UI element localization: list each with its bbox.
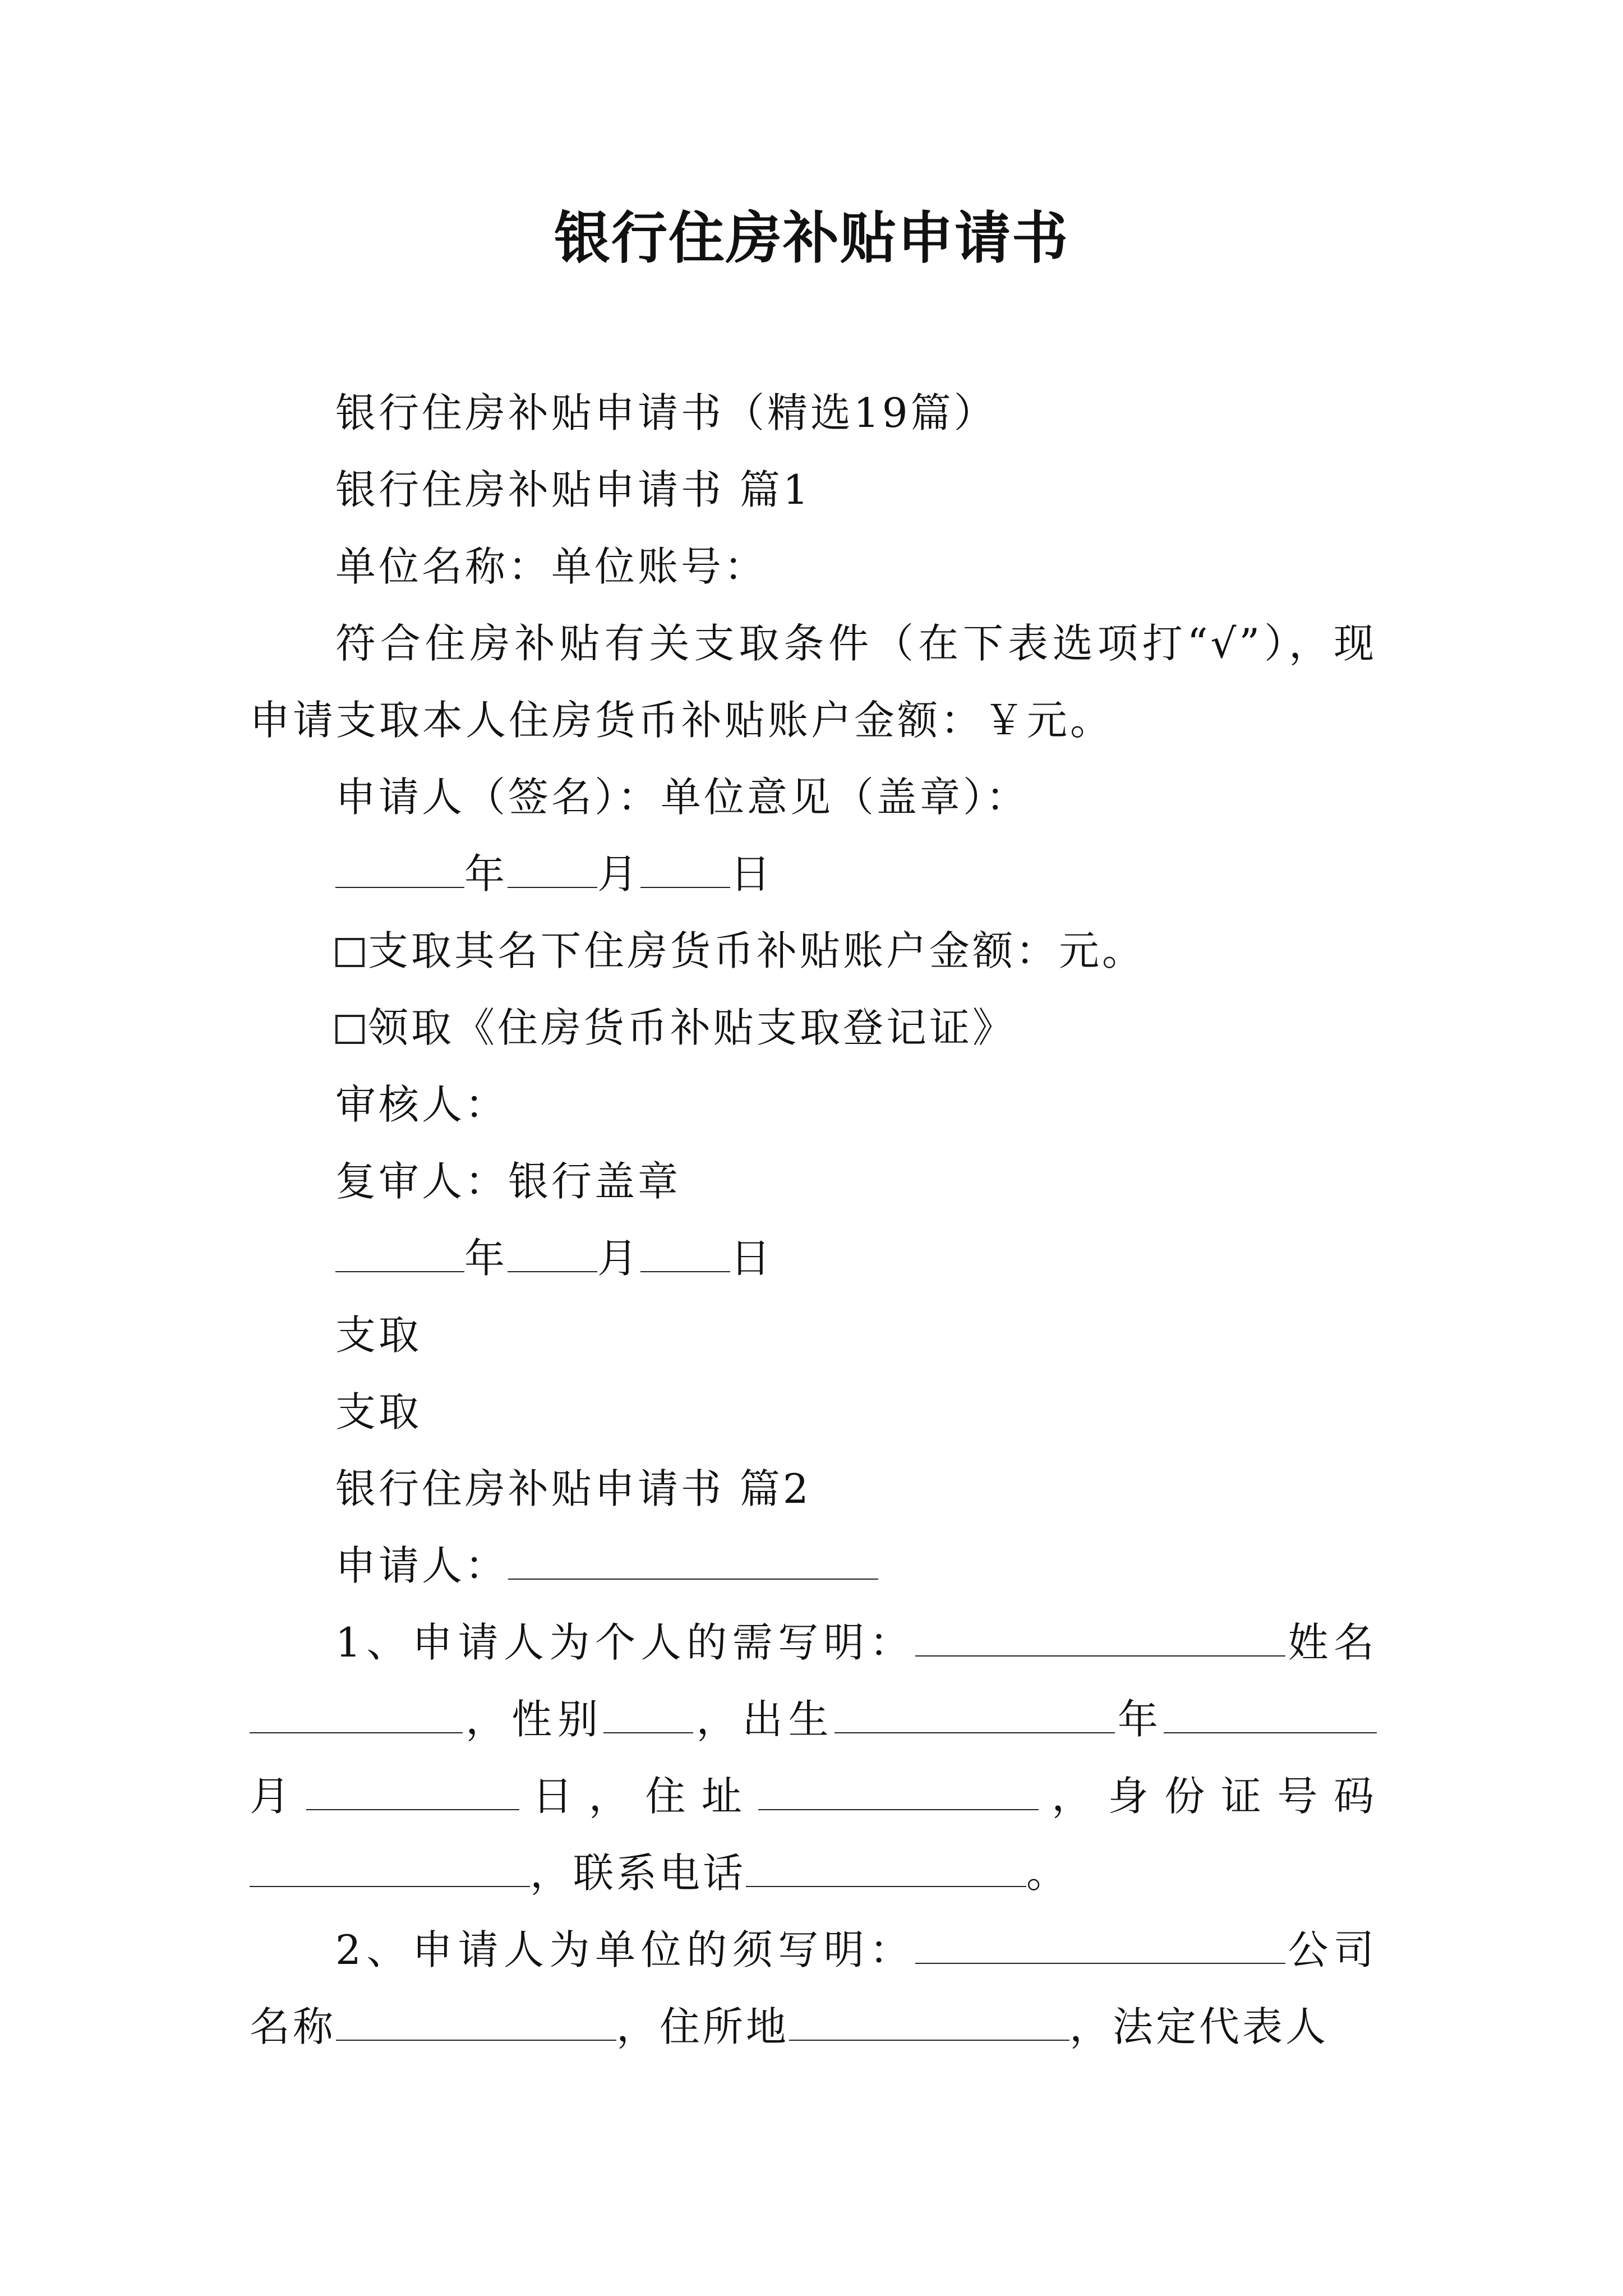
paragraph-unit: 单位名称：单位账号：	[335, 543, 768, 590]
gender-blank[interactable]	[603, 1699, 693, 1733]
paragraph-rereviewer: 复审人：银行盖章	[335, 1158, 681, 1205]
checkbox-icon[interactable]	[335, 938, 365, 967]
day-blank[interactable]	[640, 853, 730, 888]
document-body	[250, 375, 1377, 2065]
applicant-line: 申请人：	[250, 1527, 1377, 1604]
paragraph-withdraw-2: 支取	[335, 1388, 422, 1435]
year-blank[interactable]	[335, 1237, 464, 1272]
company-address-blank[interactable]	[789, 2006, 1069, 2041]
birth-year-blank[interactable]	[1164, 1699, 1377, 1733]
date-line-1: 年 月 日	[250, 836, 1377, 913]
document-title: 银行住房补贴申请书	[554, 205, 1069, 271]
checkbox-icon[interactable]	[335, 1015, 365, 1044]
paragraph-signature: 申请人（签名）：单位意见（盖章）：	[335, 774, 1030, 821]
day-blank[interactable]	[640, 1237, 730, 1272]
paragraph-individual: 1、申请人为个人的需写明： 姓名，性别 ，出生 年月 日，住址 ，身份证号码，联系电话 。	[250, 1619, 1377, 1897]
company-name-blank[interactable]	[336, 2006, 616, 2041]
month-blank[interactable]	[508, 1237, 597, 1272]
address-blank[interactable]	[758, 1775, 1039, 1810]
paragraph-condition: 符合住房补贴有关支取条件（在下表选项打“√”），现申请支取本人住房货币补贴账户金额：￥元。	[250, 620, 1377, 744]
birth-blank[interactable]	[834, 1699, 1115, 1733]
individual-blank[interactable]	[915, 1622, 1285, 1657]
paragraph-company: 2、申请人为单位的须写明： 公司名称 ，住所地 ，法定代表人	[250, 1926, 1377, 2050]
paragraph-withdraw-1: 支取	[335, 1312, 422, 1359]
month-blank[interactable]	[508, 853, 597, 888]
paragraph-heading: 银行住房补贴申请书（精选19篇）	[335, 389, 997, 436]
paragraph-reviewer: 审核人：	[335, 1081, 509, 1128]
option-certificate: 领取《住房货币补贴支取登记证》	[250, 990, 1377, 1066]
company-blank[interactable]	[915, 1929, 1285, 1964]
applicant-blank[interactable]	[508, 1545, 878, 1580]
birth-month-blank[interactable]	[306, 1775, 519, 1810]
date-line-2: 年 月 日	[250, 1220, 1377, 1297]
option-withdraw: 支取其名下住房货币补贴账户金额：元。	[250, 913, 1377, 990]
name-blank[interactable]	[250, 1699, 463, 1733]
section-heading-2: 银行住房补贴申请书 篇2	[335, 1465, 811, 1512]
phone-blank[interactable]	[746, 1852, 1026, 1887]
year-blank[interactable]	[335, 853, 464, 888]
section-heading-1: 银行住房补贴申请书 篇1	[335, 466, 811, 513]
id-number-blank[interactable]	[250, 1852, 530, 1887]
